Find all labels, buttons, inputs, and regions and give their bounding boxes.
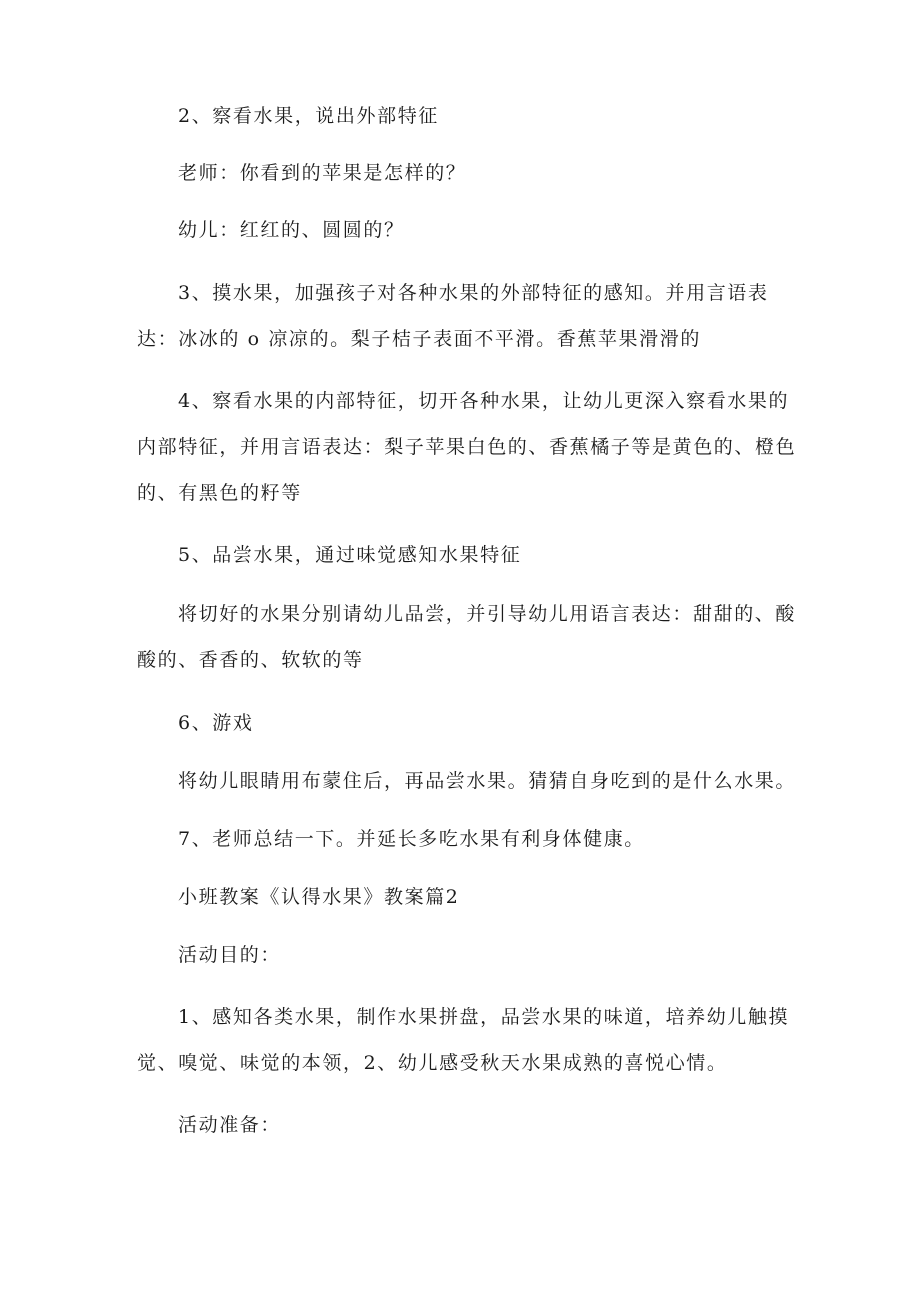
goal-1-line-1: 1、感知各类水果，制作水果拼盘，品尝水果的味道，培养幼儿触摸 (178, 1006, 790, 1028)
step-4-paragraph-line-3: 的、有黑色的籽等 (137, 482, 302, 504)
step-4-paragraph-line-1: 4、察看水果的内部特征，切开各种水果，让幼儿更深入察看水果的 (178, 390, 790, 412)
activity-prep-heading: 活动准备： (178, 1114, 282, 1136)
lesson-plan-2-title: 小班教案《认得水果》教案篇2 (178, 886, 460, 908)
step-2-heading: 2、察看水果，说出外部特征 (178, 105, 439, 127)
step-5-paragraph-line-1: 将切好的水果分别请幼儿品尝，并引导幼儿用语言表达：甜甜的、酸 (178, 603, 797, 625)
step-5-heading: 5、品尝水果，通过味觉感知水果特征 (178, 544, 522, 566)
step-6-paragraph: 将幼儿眼睛用布蒙住后，再品尝水果。猜猜自身吃到的是什么水果。 (178, 770, 797, 792)
child-answer: 幼儿：红红的、圆圆的？ (178, 219, 405, 241)
step-6-heading: 6、游戏 (178, 712, 254, 734)
step-3-paragraph-line-1: 3、摸水果，加强孩子对各种水果的外部特征的感知。并用言语表 (178, 282, 769, 304)
goal-1-line-2: 觉、嗅觉、味觉的本领，2、幼儿感受秋天水果成熟的喜悦心情。 (137, 1052, 728, 1074)
step-5-paragraph-line-2: 酸的、香香的、软软的等 (137, 649, 364, 671)
step-3-paragraph-line-2: 达：冰冰的 o 凉凉的。梨子桔子表面不平滑。香蕉苹果滑滑的 (137, 328, 701, 350)
teacher-question: 老师：你看到的苹果是怎样的？ (178, 162, 467, 184)
step-7-paragraph: 7、老师总结一下。并延长多吃水果有利身体健康。 (178, 828, 645, 850)
activity-goals-heading: 活动目的： (178, 944, 282, 966)
step-4-paragraph-line-2: 内部特征，并用言语表达：梨子苹果白色的、香蕉橘子等是黄色的、橙色 (137, 436, 797, 458)
